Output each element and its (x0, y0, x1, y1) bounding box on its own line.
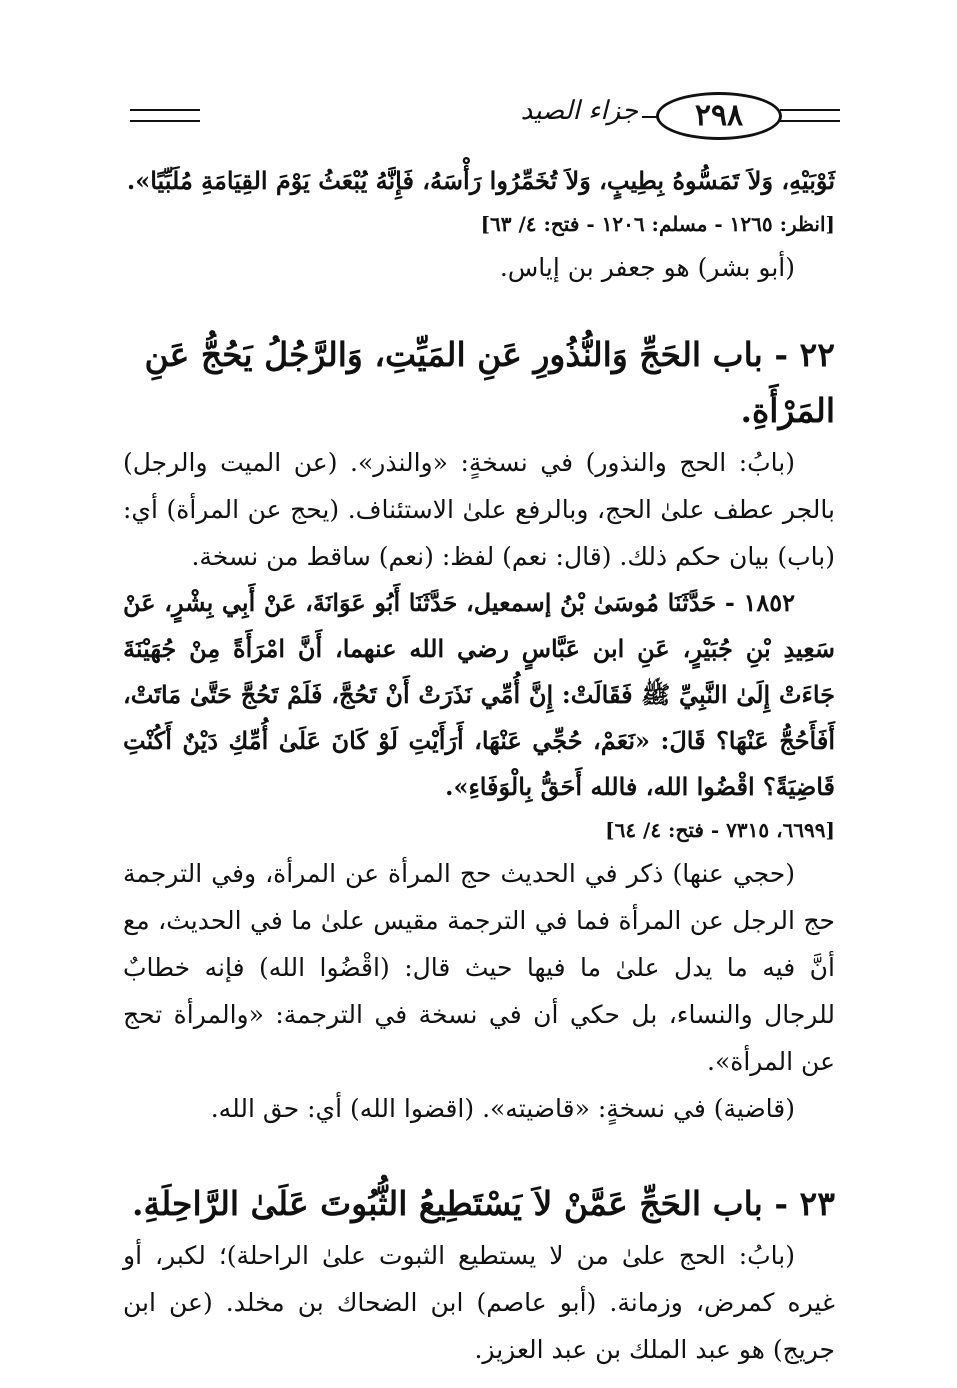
header-rule-right (780, 109, 840, 122)
hadith-1852: ١٨٥٢ - حَدَّثَنَا مُوسَىٰ بْنُ إسمعيل، حَدَّثَنَا أَبُو عَوَانَةَ، عَنْ أَبِي بِشْرٍ، عَنْ سَعِيدِ بْنِ جُبَيْرٍ، عَنِ ابن عَبَّاسٍ رضي الله عنهما، أَنَّ امْرَأَةً مِنْ جُهَيْنَةَ جَاءَتْ إِلَىٰ النَّبِيِّ ﷺ فَقَالَتْ: إِنَّ أُمِّي نَذَرَتْ أَنْ تَحُجَّ، فَلَمْ تَحُجَّ حَتَّىٰ مَاتَتْ، أَفَأَحُجُّ عَنْهَا؟ قَالَ: «نَعَمْ، حُجِّي عَنْهَا، أَرَأَيْتِ لَوْ كَانَ عَلَىٰ أُمِّكِ دَيْنٌ أَكُنْتِ قَاضِيَةً؟ اقْضُوا الله، فالله أَحَقُّ بِالْوَفَاءِ». (123, 588, 835, 801)
hadith-1852-explanation: (حجي عنها) ذكر في الحديث حج المرأة عن المرأة، وفي الترجمة حج الرجل عن المرأة فما في الترجمة مقيس علىٰ ما في الحديث، مع أنَّ فيه ما يدل علىٰ ما فيها حيث قال: (اقْضُوا الله) فإنه خطابٌ للرجال والنساء، بل حكي أن في نسخة في الترجمة: «والمرأة تحج عن المرأة». (123, 859, 835, 1076)
hadith-1852-reference: [٦٦٩٩، ٧٣١٥ - فتح: ٤/ ٦٤] (605, 818, 835, 842)
narrator-note: (أبو بشر) هو جعفر بن إياس. (499, 253, 795, 282)
hadith-1852-explanation-2: (قاضية) في نسخةٍ: «قاضيته». (اقضوا الله) أي: حق الله. (210, 1094, 795, 1123)
header-rule-left (130, 109, 200, 122)
hadith-reference: [انظر: ١٢٦٥ - مسلم: ١٢٠٦ - فتح: ٤/ ٦٣] (480, 212, 835, 236)
chapter-22-commentary: (بابُ: الحج والنذور) في نسخةٍ: «والنذر». (عن الميت والرجل) بالجر عطف علىٰ الحج، وبالرفع علىٰ الاستئناف. (يحج عن المرأة) أي: (باب) بيان حكم ذلك. (قال: نعم) لفظ: (نعم) ساقط من نسخة. (123, 448, 835, 571)
chapter-22-heading: ٢٢ - باب الحَجِّ وَالنُّذُورِ عَنِ المَيِّتِ، وَالرَّجُلُ يَحُجُّ عَنِ المَرْأَةِ. (144, 335, 835, 430)
chapter-23-commentary: (بابُ: الحج علىٰ من لا يستطيع الثبوت علىٰ الراحلة)؛ لكبر، أو غيره كمرض، وزمانة. (أبو عاصم) ابن الضحاك بن مخلد. (عن ابن جريج) هو عبد الملك بن عبد العزيز. (123, 1241, 835, 1364)
page-header (130, 92, 840, 140)
running-title: جزاء الصيد (520, 96, 638, 126)
header-rule-small (642, 116, 658, 118)
hadith-continuation: ثَوْبَيْهِ، وَلاَ تَمَسُّوهُ بِطِيبٍ، وَلاَ تُخَمِّرُوا رَأْسَهُ، فَإِنَّهُ يُبْعَثُ يَوْمَ القِيَامَةِ مُلَبِّيًا». (126, 166, 835, 195)
page-number: ٢٩٨ (656, 92, 782, 140)
page-body (123, 158, 835, 1373)
chapter-23-heading: ٢٣ - باب الحَجِّ عَمَّنْ لاَ يَسْتَطِيعُ الثُّبُوتَ عَلَىٰ الرَّاحِلَةِ. (131, 1184, 835, 1223)
